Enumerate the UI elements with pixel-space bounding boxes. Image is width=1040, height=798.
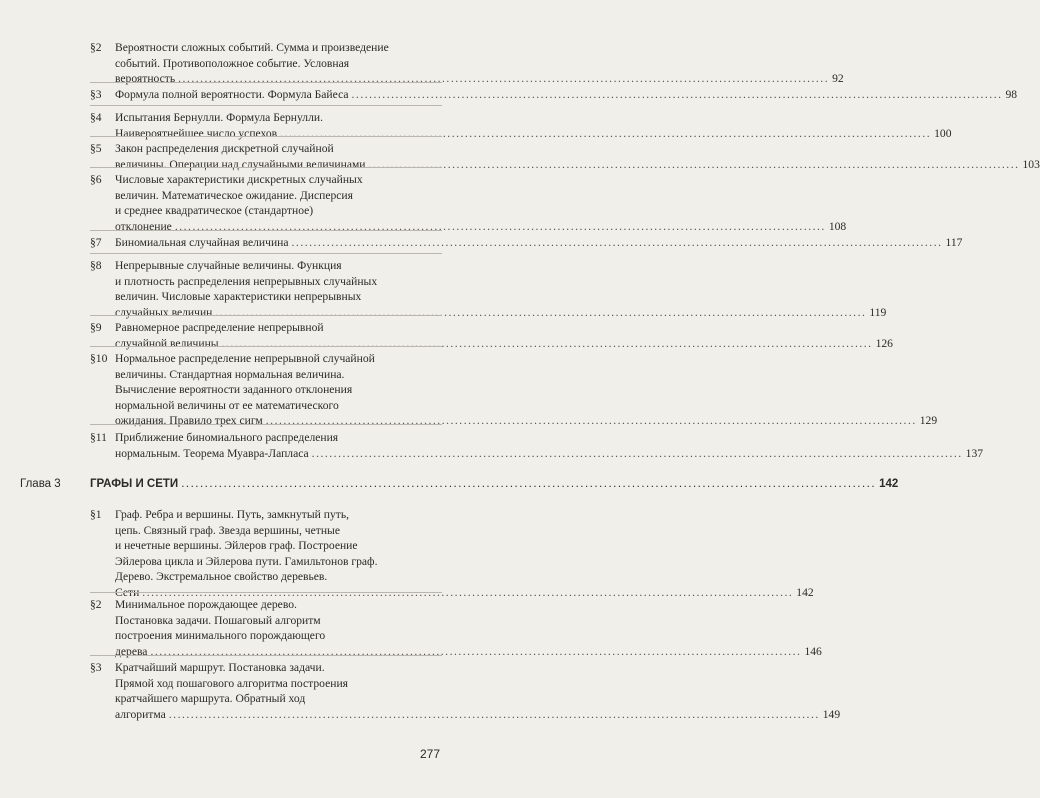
separator-rule: [90, 136, 442, 137]
title-last-line: [115, 126, 952, 142]
title-line: Граф. Ребра и вершины. Путь, замкнутый путь,: [115, 508, 350, 521]
separator-rule: [90, 315, 442, 316]
title-line: Постановка задачи. Пошаговый алгоритм: [115, 613, 321, 627]
page-ref: 126: [875, 336, 893, 350]
title-last-line: [115, 336, 893, 352]
page-ref: 149: [822, 707, 841, 721]
section-number: §2: [90, 41, 102, 54]
title-line: и плотность распределения непрерывных случайных: [115, 274, 378, 288]
title-line: величин. Числовые характеристики непрерывных: [115, 290, 362, 303]
title-line: Биномиальная случайная величина: [115, 236, 289, 249]
section-number: §9: [90, 321, 102, 334]
toc-entry: [90, 40, 844, 87]
title-line: случайной величины: [115, 336, 219, 350]
separator-rule: [90, 592, 442, 593]
section-number: §7: [90, 236, 102, 249]
section-title: [115, 507, 814, 600]
section-title: [115, 172, 847, 234]
title-line: величины. Стандартная нормальная величина.: [115, 367, 345, 381]
toc-entry: [90, 258, 887, 320]
separator-rule: [90, 230, 442, 231]
title-line: Нормальное распределение непрерывной случайной: [115, 352, 375, 365]
leader-dots: ....................................................................................................................................................: [215, 305, 867, 319]
page-ref: 129: [919, 414, 938, 427]
title-line: Сети: [115, 585, 140, 599]
separator-rule: [90, 167, 442, 168]
title-line: алгоритма: [115, 707, 166, 721]
leader-dots: ....................................................................................................................................................: [150, 644, 802, 658]
separator-rule: [90, 655, 442, 656]
leader-dots: ....................................................................................................................................................: [311, 446, 963, 460]
section-title: [115, 351, 938, 429]
toc-entry: [90, 430, 984, 461]
title-last-line: [115, 305, 887, 321]
section-title: [115, 40, 844, 87]
chapter-title: ГРАФЫ И СЕТИ: [90, 478, 179, 490]
toc-entry: [90, 351, 938, 429]
separator-rule: [90, 253, 442, 254]
page-number: 277: [420, 747, 441, 761]
title-line: и нечетные вершины. Эйлеров граф. Построение: [115, 539, 358, 552]
section-number: §10: [90, 352, 108, 365]
leader-dots: ....................................................................................................................................................: [181, 478, 877, 490]
title-line: Эйлерова цикла и Эйлерова пути. Гамильтонов граф.: [115, 554, 378, 568]
separator-rule: [90, 105, 442, 106]
title-line: Минимальное порождающее дерево.: [115, 598, 297, 611]
page-ref: 100: [934, 126, 952, 140]
title-line: нормальной величины от ее математического: [115, 398, 339, 412]
leader-dots: ....................................................................................................................................................: [142, 585, 794, 599]
section-title: [115, 258, 887, 320]
separator-rule: [90, 82, 442, 83]
title-line: цепь. Связный граф. Звезда вершины, четные: [115, 523, 340, 537]
title-line: кратчайшего маршрута. Обратный ход: [115, 692, 306, 705]
title-line: величины. Операции над случайными величинами: [115, 157, 366, 171]
title-line: Равномерное распределение непрерывной: [115, 321, 324, 334]
title-last-line: [115, 707, 841, 723]
leader-dots: ....................................................................................................................................................: [174, 219, 826, 233]
toc-entry: [90, 597, 822, 659]
title-line: событий. Противоположное событие. Условная: [115, 56, 350, 70]
title-last-line: [115, 219, 847, 235]
section-title: [115, 597, 822, 659]
title-line: отклонение: [115, 219, 172, 233]
title-line: дерева: [115, 644, 148, 658]
title-line: Непрерывные случайные величины. Функция: [115, 259, 342, 272]
page-ref: 119: [869, 305, 887, 319]
page-ref: 137: [965, 446, 984, 460]
page-ref: 108: [828, 219, 847, 233]
leader-dots: ....................................................................................................................................................: [265, 414, 917, 427]
title-line: Вычисление вероятности заданного отклонения: [115, 383, 353, 396]
title-last-line: [115, 413, 938, 429]
title-line: и среднее квадратическое (стандартное): [115, 204, 314, 217]
chapter-page: 142: [879, 478, 899, 490]
page-ref: 98: [1005, 88, 1018, 101]
leader-dots: ....................................................................................................................................................: [221, 336, 873, 350]
section-number: §8: [90, 259, 102, 272]
leader-dots: ....................................................................................................................................................: [291, 236, 943, 249]
section-number: §11: [90, 431, 107, 444]
section-title: [115, 235, 963, 251]
title-line: Кратчайший маршрут. Постановка задачи.: [115, 661, 325, 674]
separator-rule: [90, 424, 442, 425]
leader-dots: ....................................................................................................................................................: [280, 126, 932, 140]
title-line: построения минимального порождающего: [115, 629, 326, 642]
page-ref: 92: [832, 72, 844, 85]
title-line: Вероятности сложных событий. Сумма и произведение: [115, 41, 389, 54]
section-number: §1: [90, 508, 102, 521]
chapter-heading: [20, 477, 899, 492]
section-number: §3: [90, 88, 102, 101]
leader-dots: ....................................................................................................................................................: [368, 157, 1020, 171]
page-ref: 117: [945, 236, 963, 249]
title-line: Закон распределения дискретной случайной: [115, 142, 334, 155]
title-line: Числовые характеристики дискретных случайных: [115, 173, 363, 186]
page-ref: 142: [796, 585, 814, 599]
section-number: §6: [90, 173, 102, 186]
title-line: ожидания. Правило трех сигм: [115, 414, 263, 427]
toc-entry: [90, 235, 963, 251]
title-line: величин. Математическое ожидание. Дисперсия: [115, 188, 353, 202]
section-number: §3: [90, 661, 102, 674]
section-title: [115, 660, 841, 722]
title-line: вероятность: [115, 72, 176, 85]
page-ref: 103: [1022, 157, 1040, 171]
page-ref: 146: [804, 644, 822, 658]
title-last-line: [115, 235, 963, 251]
title-line: случайных величин: [115, 305, 213, 319]
title-last-line: [115, 71, 844, 87]
leader-dots: ....................................................................................................................................................: [351, 88, 1003, 101]
title-line: Формула полной вероятности. Формула Байеса: [115, 88, 349, 101]
section-title: [115, 430, 984, 461]
title-last-line: [115, 157, 1040, 173]
toc-entry: [90, 87, 1018, 103]
title-line: Прямой ход пошагового алгоритма построения: [115, 676, 348, 690]
section-number: §5: [90, 142, 102, 155]
separator-rule: [90, 346, 442, 347]
leader-dots: ....................................................................................................................................................: [168, 707, 820, 721]
section-title: [115, 87, 1018, 103]
title-line: Испытания Бернулли. Формула Бернулли.: [115, 111, 323, 124]
title-line: Приближение биномиального распределения: [115, 431, 339, 444]
chapter-label: Глава 3: [20, 478, 61, 490]
leader-dots: ....................................................................................................................................................: [178, 72, 830, 85]
toc-entry: [90, 172, 847, 234]
section-number: §4: [90, 111, 102, 124]
title-last-line: [115, 446, 984, 462]
title-line: Дерево. Экстремальное свойство деревьев.: [115, 570, 328, 583]
toc-entry: [90, 660, 841, 722]
title-last-line: [115, 87, 1018, 103]
title-line: Наивероятнейшее число успехов: [115, 126, 278, 140]
toc-entry: [90, 507, 814, 600]
title-last-line: [115, 644, 822, 660]
title-line: нормальным. Теорема Муавра-Лапласа: [115, 446, 309, 460]
section-number: §2: [90, 598, 102, 611]
